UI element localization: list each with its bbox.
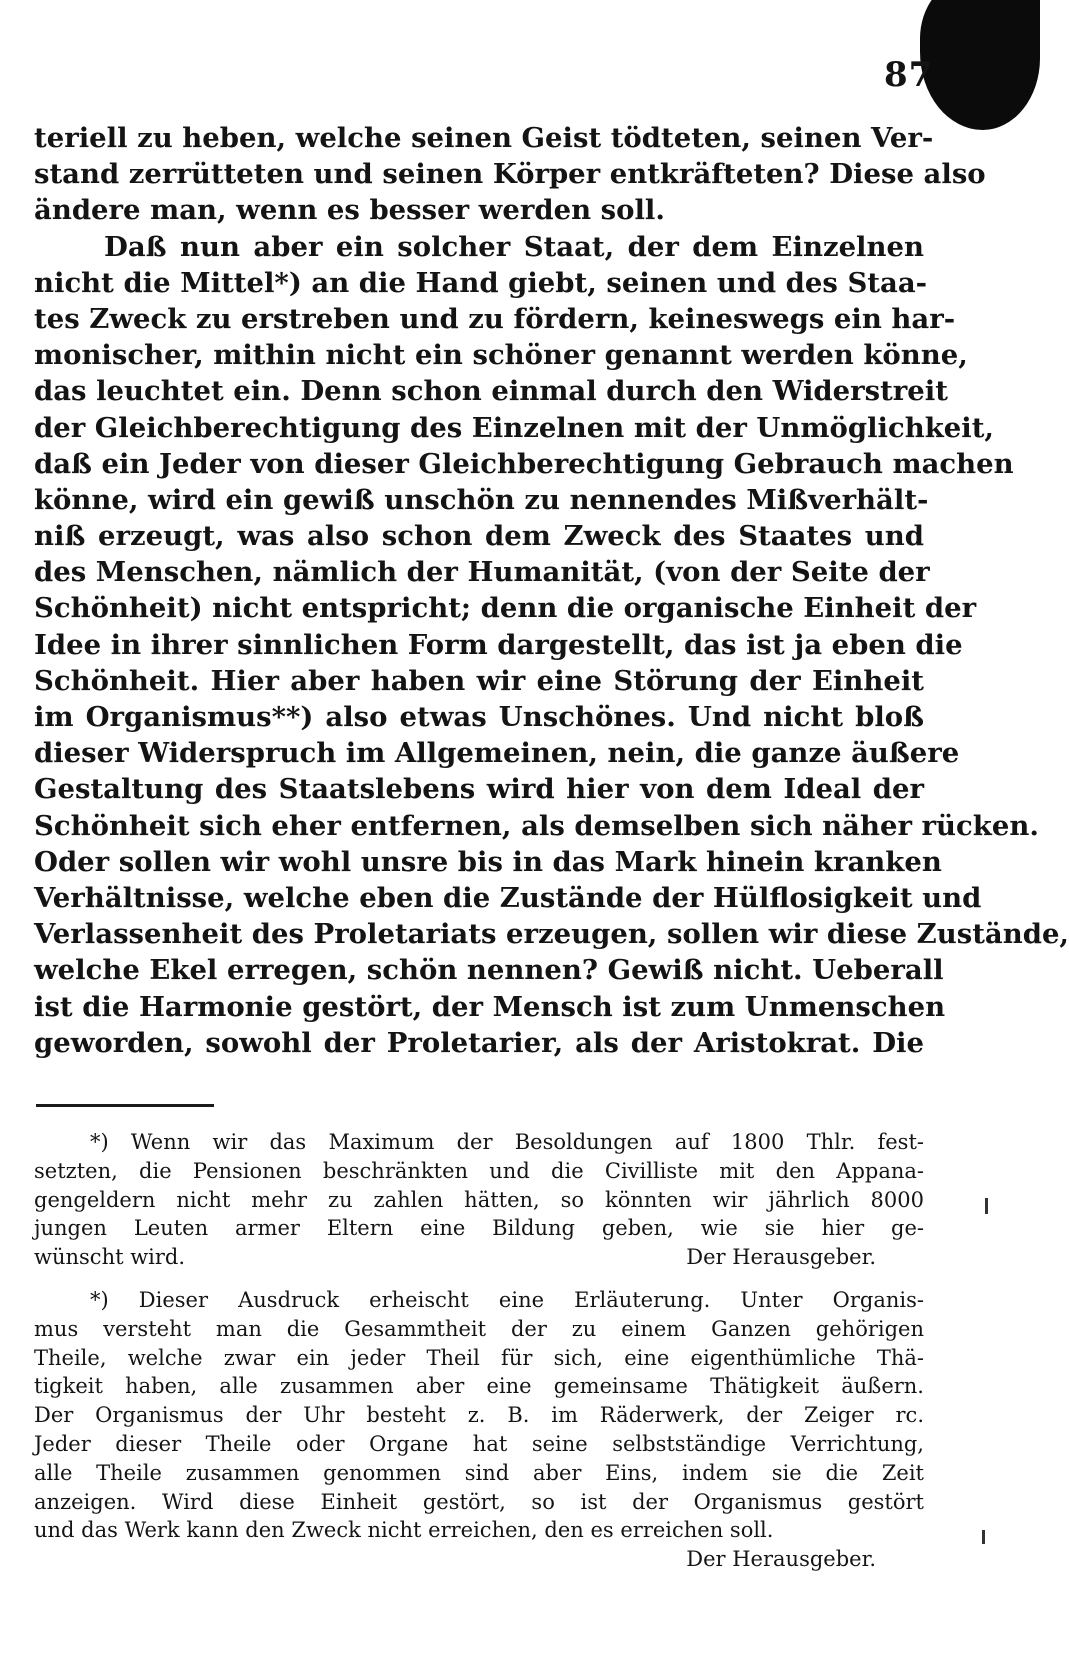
body-line: Verhältnisse, welche eben die Zustände der Hülflosigkeit und: [34, 881, 982, 914]
footnote-line: alle Theile zusammen genommen sind aber Eins, indem sie die Zeit: [34, 1460, 924, 1485]
footnote-line: gengeldern nicht mehr zu zahlen hätten, so könnten wir jährlich 8000: [34, 1187, 924, 1212]
body-line: Idee in ihrer sinnlichen Form dargestellt, das ist ja eben die: [34, 628, 963, 661]
body-text: [34, 120, 1069, 1061]
footnote-line: und das Werk kann den Zweck nicht erreichen, den es erreichen soll.: [34, 1518, 774, 1543]
body-line: daß ein Jeder von dieser Gleichberechtigung Gebrauch machen: [34, 447, 1014, 480]
footnote-line: *) Wenn wir das Maximum der Besoldungen auf 1800 Thlr. fest-: [90, 1130, 924, 1154]
body-line: des Menschen, nämlich der Humanität, (von der Seite der: [34, 556, 930, 589]
body-line: Daß nun aber ein solcher Staat, der dem Einzelnen: [104, 230, 924, 263]
body-line: Schönheit sich eher entfernen, als demselben sich näher rücken.: [34, 809, 1039, 842]
body-line: könne, wird ein gewiß unschön zu nennendes Mißverhält-: [34, 483, 929, 516]
body-line: nicht die Mittel*) an die Hand giebt, seinen und des Staa-: [34, 266, 928, 299]
footnote-last-row: [34, 1243, 924, 1272]
body-line: dieser Widerspruch im Allgemeinen, nein, die ganze äußere: [34, 737, 960, 770]
footnote-line: tigkeit haben, alle zusammen aber eine gemeinsame Thätigkeit äußern.: [34, 1374, 924, 1399]
body-line: der Gleichberechtigung des Einzelnen mit der Unmöglichkeit,: [34, 411, 994, 444]
body-line: ist die Harmonie gestört, der Mensch ist zum Unmenschen: [34, 990, 946, 1023]
footnote-signature: Der Herausgeber.: [686, 1547, 876, 1572]
body-line: stand zerrütteten und seinen Körper entkräfteten? Diese also: [34, 158, 986, 191]
body-line: teriell zu heben, welche seinen Geist tödteten, seinen Ver-: [34, 122, 934, 154]
footnote-line: Jeder dieser Theile oder Organe hat seine selbstständige Verrichtung,: [34, 1431, 924, 1456]
body-line: Schönheit) nicht entspricht; denn die organische Einheit der: [34, 592, 977, 625]
body-line: geworden, sowohl der Proletarier, als der Aristokrat. Die: [34, 1026, 924, 1059]
body-line: niß erzeugt, was also schon dem Zweck des Staates und: [34, 520, 924, 553]
body-line: Gestaltung des Staatslebens wird hier von dem Ideal der: [34, 773, 924, 806]
footnote-line: setzten, die Pensionen beschränkten und die Civilliste mit den Appana-: [34, 1158, 924, 1183]
footnote-line: jungen Leuten armer Eltern eine Bildung geben, wie sie hier ge-: [34, 1216, 924, 1241]
body-line: Verlassenheit des Proletariats erzeugen, sollen wir diese Zustände,: [34, 918, 1069, 951]
footnote-line: Der Organismus der Uhr besteht z. B. im Räderwerk, der Zeiger rc.: [34, 1403, 924, 1428]
footnote-salaries: [34, 1128, 924, 1272]
margin-mark: [982, 1530, 985, 1544]
body-line: ändere man, wenn es besser werden soll.: [34, 194, 665, 227]
body-line: das leuchtet ein. Denn schon einmal durch den Widerstreit: [34, 375, 948, 408]
body-line: im Organismus**) also etwas Unschönes. Und nicht bloß: [34, 701, 924, 733]
footnote-organism: [34, 1286, 924, 1574]
body-line: tes Zweck zu erstreben und zu fördern, keineswegs ein har-: [34, 302, 956, 335]
body-line: Oder sollen wir wohl unsre bis in das Mark hinein kranken: [34, 845, 942, 878]
footnotes: [34, 1128, 924, 1588]
margin-mark: [985, 1198, 988, 1214]
footnote-signature: Der Herausgeber.: [686, 1245, 876, 1270]
body-line: Schönheit. Hier aber haben wir eine Störung der Einheit: [34, 664, 924, 697]
page-number: 87: [884, 55, 934, 95]
body-line: welche Ekel erregen, schön nennen? Gewiß nicht. Ueberall: [34, 954, 944, 987]
footnote-line: *) Dieser Ausdruck erheischt eine Erläuterung. Unter Organis-: [90, 1287, 924, 1312]
footnote-divider: [36, 1104, 214, 1107]
footnote-line: anzeigen. Wird diese Einheit gestört, so ist der Organismus gestört: [34, 1489, 924, 1514]
ink-blot: [920, 0, 1040, 130]
footnote-line: wünscht wird.: [34, 1245, 186, 1270]
footnote-line: Theile, welche zwar ein jeder Theil für sich, eine eigenthümliche Thä-: [34, 1345, 924, 1370]
body-line: monischer, mithin nicht ein schöner genannt werden könne,: [34, 339, 968, 372]
footnote-line: mus versteht man die Gesammtheit der zu einem Ganzen gehörigen: [34, 1316, 924, 1341]
